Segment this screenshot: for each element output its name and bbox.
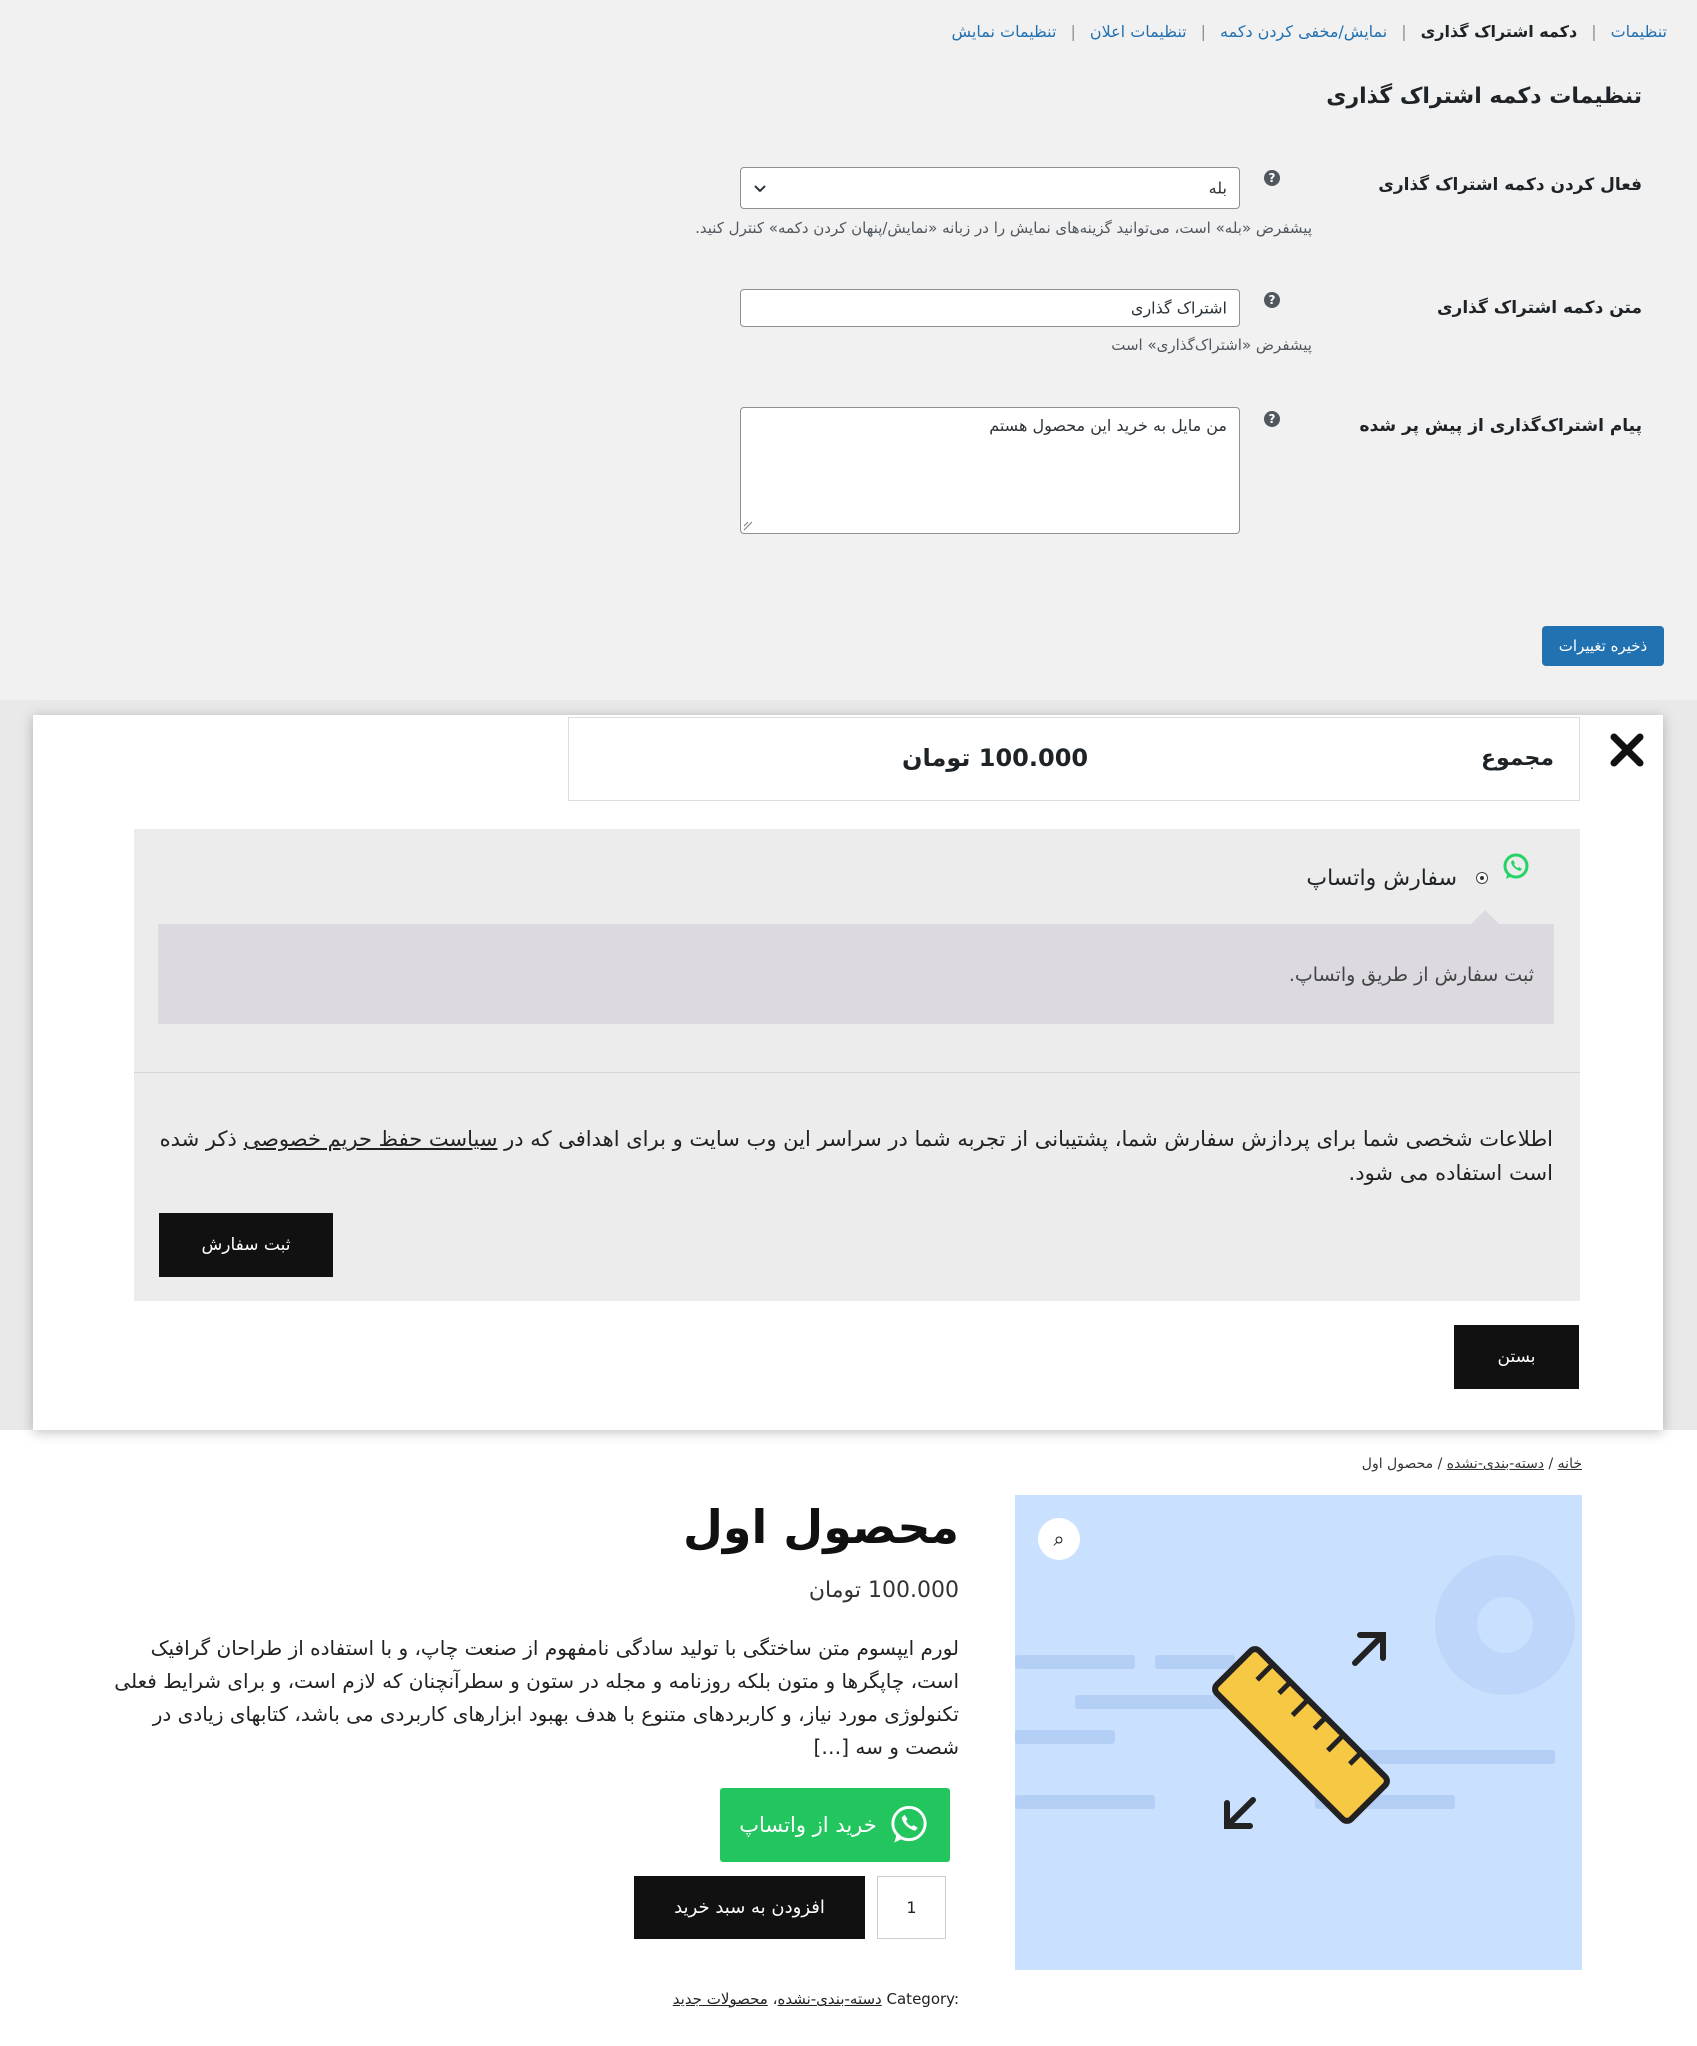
help-icon[interactable]: ? [1264, 292, 1280, 308]
privacy-policy-link[interactable]: سیاست حفظ حریم خصوصی [243, 1127, 498, 1151]
share-text-value: اشتراک گذاری [1130, 298, 1227, 318]
whatsapp-icon [887, 1803, 931, 1847]
product-description: لورم ایپسوم متن ساختگی با تولید سادگی نامفهوم از صنعت چاپ، و با استفاده از طراحان گرافیک است، چاپگرها و متون بلکه روزنامه و مجله در ستون و سطرآنچنان که لازم است، و برای شرایط فعلی تکنولوژی مورد نیاز، و کاربردهای متنوع با هدف بهبود ابزارهای کاربردی می باشد، کتابهای زیادی در شصت و سه […] [114, 1636, 959, 1759]
breadcrumb [1362, 1456, 1582, 1472]
tab-share-button[interactable]: دکمه اشتراک گذاری [1420, 22, 1578, 41]
share-text-description: پیشفرض «اشتراک‌گذاری» است [1111, 336, 1312, 354]
payment-method-label[interactable]: سفارش واتساپ [1306, 866, 1457, 891]
product-title: محصول اول [683, 1500, 959, 1554]
category-separator: ، [772, 1990, 778, 2008]
tab-show-hide-button[interactable]: نمایش/مخفی کردن دکمه [1220, 22, 1388, 41]
settings-panel [0, 0, 1697, 700]
place-order-button[interactable]: ثبت سفارش [159, 1213, 333, 1277]
tab-display-settings[interactable]: تنظیمات نمایش [951, 22, 1057, 41]
order-total-box [568, 717, 1580, 801]
payment-box [134, 829, 1580, 1301]
notice-arrow [1470, 910, 1500, 925]
breadcrumb-separator: / [1437, 1456, 1443, 1472]
privacy-text-before: اطلاعات شخصی شما برای پردازش سفارش شما، پشتیبانی از تجربه شما در سراسر این وب سایت و برای اهدافی که در [504, 1127, 1553, 1151]
breadcrumb-home[interactable]: خانه [1557, 1456, 1582, 1472]
tab-separator: | [1591, 22, 1597, 41]
tab-notification-settings[interactable]: تنظیمات اعلان [1089, 22, 1187, 41]
prefilled-message-label: پیام اشتراک‌گذاری از پیش پر شده [1359, 416, 1642, 436]
enable-share-description: پیشفرض «بله» است، می‌توانید گزینه‌های نمایش را در زبانه «نمایش/پنهان کردن دکمه» کنترل کنید. [695, 219, 1312, 237]
ruler-icon [1213, 1647, 1390, 1824]
share-text-input[interactable] [740, 289, 1240, 327]
help-icon[interactable]: ? [1264, 170, 1280, 186]
radio-icon[interactable] [1476, 872, 1488, 884]
breadcrumb-category[interactable]: دسته-بندی-نشده [1446, 1456, 1545, 1472]
quantity-input[interactable]: 1 [877, 1876, 946, 1939]
save-changes-button[interactable]: ذخیره تغییرات [1542, 626, 1664, 666]
enable-share-value: بله [1208, 178, 1227, 198]
enable-share-label: فعال کردن دکمه اشتراک گذاری [1378, 175, 1642, 195]
close-icon[interactable] [1610, 733, 1644, 767]
settings-tabs [952, 22, 1668, 41]
product-categories [673, 1990, 959, 2008]
category-link-uncategorized[interactable]: دسته-بندی-نشده [777, 1990, 882, 2008]
category-label: Category: [886, 1990, 959, 2008]
tab-separator: | [1200, 22, 1207, 41]
category-link-new-products[interactable]: محصولات جدید [672, 1990, 768, 2008]
total-value: 100.000 تومان [902, 744, 1089, 772]
share-text-label: متن دکمه اشتراک گذاری [1436, 298, 1642, 318]
close-modal-button[interactable]: بستن [1454, 1325, 1579, 1389]
product-image[interactable] [1015, 1495, 1582, 1970]
privacy-text-after: ذکر شده است استفاده می شود. [159, 1127, 1553, 1185]
chevron-down-icon [753, 182, 767, 196]
product-price: 100.000 تومان [808, 1578, 959, 1603]
prefilled-message-value: من مایل به خرید این محصول هستم [989, 416, 1227, 435]
payment-notice [158, 924, 1554, 1024]
prefilled-message-textarea[interactable] [740, 407, 1240, 534]
radio-dot [1480, 876, 1484, 880]
zoom-icon[interactable]: ⌕ [1038, 1518, 1080, 1560]
tab-separator: | [1401, 22, 1407, 41]
help-icon[interactable]: ? [1264, 411, 1280, 427]
enable-share-select[interactable] [740, 167, 1240, 209]
add-to-cart-button[interactable]: افزودن به سبد خرید [634, 1876, 865, 1939]
tab-settings[interactable]: تنظیمات [1610, 22, 1667, 41]
payment-notice-text: ثبت سفارش از طریق واتساپ. [1288, 964, 1534, 986]
product-placeholder-illustration [1015, 1495, 1582, 1970]
whatsapp-icon [1501, 852, 1531, 882]
breadcrumb-current: محصول اول [1361, 1456, 1434, 1472]
resize-handle-icon[interactable] [743, 521, 753, 531]
total-label: مجموع [1480, 746, 1554, 771]
buy-via-whatsapp-label: خرید از واتساپ [739, 1813, 877, 1837]
gear-icon [1435, 1555, 1575, 1695]
breadcrumb-separator: / [1548, 1456, 1554, 1472]
divider [134, 1072, 1580, 1073]
page-title: تنظیمات دکمه اشتراک گذاری [1326, 84, 1642, 109]
buy-via-whatsapp-button[interactable] [720, 1788, 950, 1862]
privacy-notice [153, 1122, 1553, 1190]
tab-separator: | [1070, 22, 1076, 41]
